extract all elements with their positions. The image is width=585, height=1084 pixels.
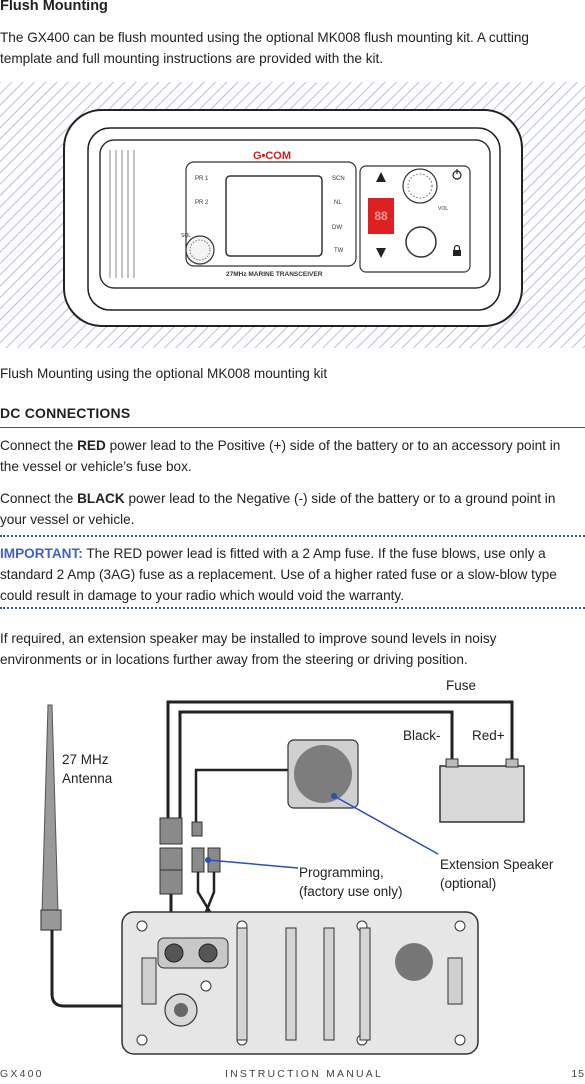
footer-manual-title: INSTRUCTION MANUAL — [225, 1068, 384, 1080]
programming-leader-line — [208, 860, 298, 868]
antenna-base — [41, 910, 61, 930]
programming-label-line2: (factory use only) — [299, 884, 403, 899]
speaker-plug — [192, 822, 202, 836]
sql-knob-label: SQL — [181, 233, 192, 239]
transceiver-model-label: 27MHz MARINE TRANSCEIVER — [226, 271, 323, 278]
lcd-screen — [226, 176, 322, 256]
lock-icon — [453, 250, 461, 256]
red-lead-paragraph: Connect the RED power lead to the Positive (+) side of the battery or to an accessory point in the vessel or vehicle’s fuse box. — [0, 438, 561, 474]
important-label: IMPORTANT: — [0, 546, 83, 561]
nl-key-label: NL — [334, 200, 342, 206]
section-divider — [0, 427, 585, 428]
power-connector-bottom — [160, 870, 182, 894]
black-bold-text: BLACK — [77, 491, 125, 506]
dc-connections-heading: DC CONNECTIONS — [0, 405, 131, 421]
red-bold-text: RED — [77, 438, 106, 453]
fuse-label: Fuse — [446, 678, 477, 693]
antenna-label-line1: 27 MHz — [62, 752, 109, 767]
speaker-lead — [196, 770, 290, 822]
channel-number: 88 — [374, 209, 388, 223]
tw-key-label: TW — [334, 248, 344, 254]
volume-label: VOL — [438, 206, 449, 212]
dw-key-label: DW — [332, 225, 342, 231]
important-note: IMPORTANT: The RED power lead is fitted with a 2 Amp fuse. If the fuse blows, use only a standard 2 Amp (3AG) fuse as a replacement. Use of a higher rated fuse or a slow-blow type could result in damage to your radio which would void the warranty. — [0, 546, 557, 603]
page-number: 15 — [571, 1068, 585, 1080]
figure-caption: Flush Mounting using the optional MK008 mounting kit — [0, 366, 328, 381]
antenna-label-line2: Antenna — [62, 771, 113, 786]
power-socket — [165, 944, 183, 962]
programming-connector-a — [192, 848, 204, 872]
extension-speaker-label-line2: (optional) — [440, 876, 497, 891]
red-label: Red+ — [472, 728, 505, 743]
important-bottom-divider — [0, 607, 585, 609]
scn-key-label: SCN — [332, 176, 345, 182]
radio-rear-housing — [122, 912, 478, 1054]
extension-speaker-label-line1: Extension Speaker — [440, 857, 554, 872]
flush-mount-illustration — [0, 82, 585, 348]
internal-speaker — [395, 943, 433, 981]
important-top-divider — [0, 535, 585, 537]
flush-mounting-paragraph: The GX400 can be flush mounted using the optional MK008 flush mounting kit. A cutting template and full mounting instructions are provided with the kit. — [0, 30, 529, 66]
footer-model: GX400 — [0, 1068, 44, 1080]
accessory-socket — [199, 944, 217, 962]
wiring-diagram — [0, 672, 585, 1062]
antenna-mast — [42, 705, 58, 912]
power-connector-top — [160, 818, 182, 844]
battery — [440, 766, 524, 822]
extension-speaker-paragraph: If required, an extension speaker may be installed to improve sound levels in noisy environments or in locations further away from the steering or driving position. — [0, 631, 497, 667]
ptt-button — [406, 227, 436, 257]
flush-mounting-heading: Flush Mounting — [0, 0, 108, 14]
power-connector-mid — [160, 848, 182, 870]
programming-label-line1: Programming, — [299, 865, 384, 880]
speaker-cone — [294, 745, 352, 803]
speaker-leader-line — [334, 796, 438, 854]
black-lead-paragraph: Connect the BLACK power lead to the Negative (-) side of the battery or to a ground point in your vessel or vehicle. — [0, 491, 556, 527]
black-label: Black- — [403, 728, 441, 743]
pr2-key-label: PR 2 — [195, 200, 209, 206]
pr1-key-label: PR 1 — [195, 176, 209, 182]
brand-logo: G•COM — [252, 150, 292, 162]
